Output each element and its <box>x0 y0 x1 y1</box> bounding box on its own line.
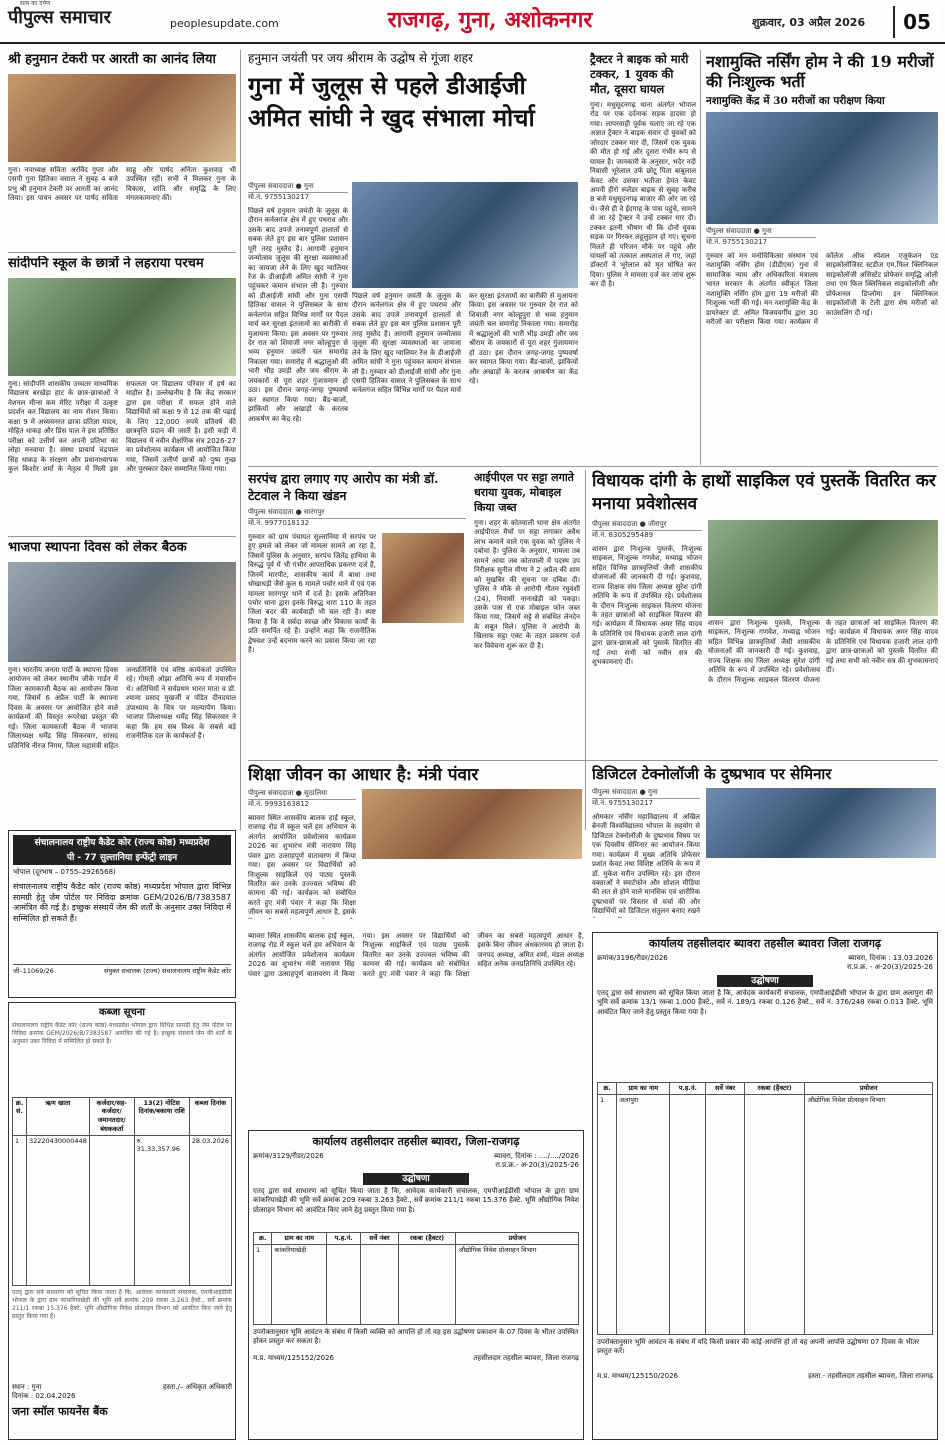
photo-minister <box>382 533 464 623</box>
signatory: हस्ता.- तहसीलदार तहसील ब्यावरा, जिला राजगढ़ <box>808 1371 933 1380</box>
cell <box>89 1135 134 1285</box>
story-text-cont: शासन द्वारा निःशुल्क पुस्तकें, निःशुल्क साइकल, निःशुल्क गणवेश, मध्याह्न भोजन सहित विभिन्न छात्रवृत्तियों जैसी शासकीय योजनाओं की जानकारी दी गई। कुशवाह, राज्य शिक्षक संघ जिला अध्यक्ष सुरेश दांगी अतिथि के रूप में उपस्थित रहे। प्रवेशोत्सव के दौरान निःशुल्क साइकल वितरण योजना के तहत छात्राओं को साइकिल वितरण की गई। कार्यक्रम में विधायक अमर सिंह यादव के प्रतिनिधि एवं विधायक हजारी लाल दांगी द्वारा छात्र-छात्राओं को पुस्तकें वितरित की गईं तथा सभी को नवीन सत्र की शुभकामनाएं दीं। <box>708 619 938 684</box>
col-header: प्रयोजन <box>456 1232 579 1244</box>
notice-date: ब्यावरा, दिनांक : 13.03.2026 <box>848 953 933 962</box>
story-tractor <box>590 52 696 462</box>
story-sandipani <box>8 256 236 534</box>
possession-table <box>12 1097 232 1286</box>
ad-code: जी–11069/26 <box>13 966 54 975</box>
col-header: 13(2) नोटिस दिनांक/बकाया राशि <box>134 1097 189 1135</box>
col-header: क्र. <box>254 1232 272 1244</box>
byline: पीपुल्स संवाददाता ● सुठालिया <box>248 789 356 800</box>
notice-heading: उद्घोषणा <box>717 975 813 987</box>
mobile: मो.नं. 9977018132 <box>248 519 310 528</box>
col-header: कर्जदार/सह-कर्जदार/जमानतदार/बंधककर्ता <box>89 1097 134 1135</box>
region-title: राजगढ़, गुना, अशोकनगर <box>387 7 593 33</box>
col-header: प.ह.नं. <box>670 1082 706 1094</box>
cell: अलापुरा <box>617 1094 670 1334</box>
mp-code: म.प्र. माध्यम/125152/2026 <box>253 1353 334 1362</box>
ad-address: पी - 77 सुल्तानिया इन्फेंट्री लाइन <box>13 851 231 865</box>
col-header: प.ह.नं. <box>327 1232 361 1244</box>
story-text: ओमकार नर्सिंग महाविद्यालय में अखिल ब्रेनजी विश्वविद्यालय भोपाल के सहयोग से डिजिटल टेक्नोलॉजी के दुष्प्रभाव विषय पर एक दिवसीय सेमिनार का आयोजन किया गया। कार्यक्रम में मुख्य अतिथि प्रोफेसर प्रशांत केवट तथा विशिष्ट अतिथि के रूप में डॉ. मुकेश सरीन उपस्थित रहे। इस दौरान वक्ताओं ने स्मार्टफोन और सोशल मीडिया की लत से होने वाले मानसिक एवं शारीरिक दुष्प्रभावों पर विस्तार से चर्चा की और विद्यार्थियों को डिजिटल संतुलन बनाए रखने <box>592 812 700 916</box>
case-number: क्रमांक/3129/रीडर/2026 <box>253 1151 324 1160</box>
story-bjp <box>8 540 236 826</box>
case-ref: रा.प्र.क्र. - अ-20(3)/2025-26 <box>847 963 933 972</box>
photo-seminar <box>706 788 936 858</box>
bank-name: जना स्मॉल फायनेंस बैंक <box>12 1405 108 1419</box>
headline: सरपंच द्वारा लगाए गए आरोप का मंत्री डॉ. टेटवाल ने किया खंडन <box>248 471 439 503</box>
cell: 28.03.2026 <box>189 1135 231 1285</box>
byline: पीपुल्स संवाददाता ● गुना <box>248 182 348 193</box>
cell: 1 <box>13 1135 27 1285</box>
cell <box>706 1094 745 1334</box>
notice-text: एतद् द्वारा सर्व साधारण को सूचित किया जाता है कि, आवेदक कार्यकारी संचालक, एमपीआईडीसी भोपाल के द्वारा ग्राम अलापुरा की भूमि सर्वे क्रमांक 13/1 रकबा 1.000 हैक्टे., सर्वे नं. 189/1 रकबा 0.126 हैक्टे., सर्वे नं. 376/248 रकबा 0.013 हैक्टे. भूमि आवंटित किए जाने हेतु प्रस्तुत किया गया है। <box>597 988 933 1016</box>
notice-legal-text: एतद् द्वारा सर्व साधारण को सूचित किया जाता है कि, आवेदक कार्यकारी संचालक, एमपीआईडीसी भोपाल के द्वारा ग्राम कांकरियाखेड़ी की भूमि सर्वे क्रमांक 209 रकबा 3.263 हैक्टे., सर्वे क्रमांक 211/1 रकबा 15.376 हैक्टे. भूमि औद्योगिक निवेश प्रोत्साहन विभाग को आवंटित किए जाने हेतु प्रस्तुत किया गया है। <box>12 1288 232 1320</box>
mobile: मो.नं. 9993163812 <box>248 800 310 809</box>
headline: शिक्षा जीवन का आधार है: मंत्री पंवार <box>248 765 479 785</box>
logo-tagline: सत्य का दर्पण <box>20 0 51 7</box>
story-ipl <box>474 470 580 760</box>
photo-aarti <box>8 74 236 162</box>
headline: श्री हनुमान टेकरी पर आरती का आनंद लिया <box>8 52 216 67</box>
story-shiksha <box>248 764 584 929</box>
notice-date: ब्यावरा, दिनांक : ..../..../2026 <box>494 1151 579 1160</box>
website-url: peoplesupdate.com <box>170 17 279 30</box>
land-table <box>597 1082 933 1335</box>
headline: विधायक दांगी के हाथों साइकिल एवं पुस्तकें वितरित कर मनाया प्रवेशोत्सव <box>592 471 936 514</box>
headline: डिजिटल टेक्नोलॉजी के दुष्प्रभाव पर सेमिनार <box>592 765 832 783</box>
col-header: कब्जा दिनांक <box>189 1097 231 1135</box>
headline: ट्रैक्टर ने बाइक को मारी टक्कर, 1 युवक की मौत, दूसरा घायल <box>590 52 689 96</box>
publication-date: शुक्रवार, 03 अप्रैल 2026 <box>752 16 866 29</box>
cell: रु. 31,33,357.96 <box>134 1135 189 1285</box>
cell <box>361 1244 398 1324</box>
notice-text: एतद् द्वारा सर्व साधारण को सूचित किया जाता है कि, आवेदक कार्यकारी संचालक, एमपीआईडीसी भोपाल के द्वारा ग्राम कांकरियाखेड़ी की भूमि सर्वे क्रमांक 209 रकबा 3.263 हैक्टे., सर्वे क्रमांक 211/1 रकबा 15.376 हैक्टे. भूमि औद्योगिक निवेश प्रोत्साहन विभाग को आवंटित किए जाने हेतु प्रस्तुत किया गया है। <box>253 1186 579 1214</box>
notice-title: कार्यालय तहसीलदार तहसील ब्यावरा, जिला-राजगढ़ <box>312 1135 520 1148</box>
photo-school-event <box>362 789 582 859</box>
story-text: पिछले वर्ष हनुमान जयंती के जुलूस के दौरान कर्नलगंज क्षेत्र में हुए पथराव और उसके बाद उपजे तनावपूर्ण हालातों से सबक लेते हुए इस बार पुलिस प्रशासन पूरी तरह मुस्तैद है। आगामी हनुमान जन्मोत्सव जुलूस की सुरक्षा व्यवस्थाओं का जायजा लेने के लिए खुद ग्वालियर रेंज के डीआईजी अमित सांघी ने गुना पहुंचकर कमान संभाल ली है। गुरुवार को डीआईजी सांघी और गुना एसपी हितिका वासल ने पुलिसबल के साथ कर्नलगंज सहित विभिन्न मार्गों पर पैदल मार्च कर सुरक्षा इंतजामों का बारीकी से मुआयना किया। इस अवसर पर गुरुवार देर रात को शिवाजी नगर कोल्हूपुरा से भव्य हनुमान जयंती चल समारोह निकाला गया। समारोह में श्रद्धालुओं की भारी भीड़ उमड़ी और जय श्रीराम के जयकारों से पूरा शहर गुंजायमान हो उठा। इस दौरान जगह-जगह पुष्पवर्षा कर स्वागत किया गया। बैंड-बाजों, झांकियों और अखाड़ों के करतब आकर्षण का केंद्र रहे। <box>248 206 348 423</box>
col-header: क्र. <box>598 1082 617 1094</box>
story-text: गुरुवार को ग्राम पंचायत सुल्तानिया में सरपंच पर हुए हमले को लेकर जो मामला सामने आ रहा है, जिसमें पुलिस के अनुसार, सरपंच जितेंद्र हाथिया के विरुद्ध पूर्व में भी गंभीर आपराधिक प्रकरण दर्ज हैं, जिनमें मारपीट, शासकीय कार्य में बाधा तथा धोखाधड़ी जैसे कुल 6 मामले पचोर थाने में एवं एक मामला सारंगपुर थाने में दर्ज है। इसके अतिरिक्त पचोर थाना द्वारा इनके विरुद्ध धारा 110 के तहत जिला बदर की कार्यवाही भी चल रही है। स्पष्ट किया है कि वे सर्वदा स्वच्छ और विकास कार्यों के प्रति समर्पित रहे हैं। उन्होंने कहा कि राजनीतिक द्वेषवश उन्हें बदनाम करने का प्रयास किया जा रहा है। <box>248 532 376 655</box>
story-text: ब्यावरा स्थित शासकीय बालक हाई स्कूल, राजगढ़ रोड में स्कूल चलें हम अभियान के अंतर्गत आयोजित प्रवेशोत्सव कार्यक्रम 2026 का शुभारंभ मंत्री नारायण सिंह पंवार द्वारा उत्साहपूर्ण वातावरण में किया गया। इस अवसर पर विद्यार्थियों को निःशुल्क साइकिलें एवं पाठ्य पुस्तकें वितरित कर उनके उज्ज्वल भविष्य की कामना की गई। कार्यक्रम को संबोधित करते हुए मंत्री पंवार ने कहा कि शिक्षा जीवन का सबसे महत्वपूर्ण आधार है, इसके <box>248 813 356 917</box>
kicker: हनुमान जयंती पर जय श्रीराम के उद्घोष से गूंजा शहर <box>248 51 473 65</box>
photo-cycle-distribution <box>708 520 938 616</box>
notice-footer: उपरोक्तानुसार भूमि आवंटन के संबंध में किसी व्यक्ति को आपत्ति हो तो वह इस उद्घोषणा प्रकाशन के 07 दिवस के भीतर उपस्थित होकर प्रस्तुत कर सकता है। <box>253 1327 579 1346</box>
col-header: रकबा (हैक्टर) <box>398 1232 456 1244</box>
photo-procession <box>352 182 578 288</box>
ad-tehsil-notice-right <box>592 932 938 1440</box>
notice-signatory: हस्ता./– अधिकृत अधिकारी <box>163 1382 232 1391</box>
story-cycle <box>592 470 938 760</box>
signatory: तहसीलदार तहसील ब्यावरा, जिला राजगढ़ <box>473 1353 579 1362</box>
subhead: नशामुक्ति केंद्र में 30 मरीजों का परीक्षण किया <box>706 95 885 107</box>
masthead <box>0 0 945 44</box>
story-text-cont: ब्यावरा स्थित शासकीय बालक हाई स्कूल, राजगढ़ रोड में स्कूल चलें हम अभियान के अंतर्गत आयोजित प्रवेशोत्सव कार्यक्रम 2026 का शुभारंभ मंत्री नारायण सिंह पंवार द्वारा उत्साहपूर्ण वातावरण में किया गया। इस अवसर पर विद्यार्थियों को निःशुल्क साइकिलें एवं पाठ्य पुस्तकें वितरित कर उनके उज्ज्वल भविष्य की कामना की गई। कार्यक्रम को संबोधित करते हुए मंत्री पंवार ने कहा कि शिक्षा जीवन का सबसे महत्वपूर्ण आधार है, इसके बिना जीवन अंधकारमय हो जाता है। जनपद अध्यक्ष, अमित शर्मा, मंडल अध्यक्ष सहित अनेक जनप्रतिनिधि उपस्थित रहे। <box>248 932 584 978</box>
ad-phone: भोपाल (दूरभाष – 0755–2926568) <box>13 868 116 877</box>
cell: 1 <box>254 1244 272 1324</box>
story-shiksha-cont <box>248 932 584 1126</box>
mobile: मो.नं. 9755130217 <box>592 799 654 808</box>
notice-title: कार्यालय तहसीलदार ब्यावरा तहसील ब्यावरा जिला राजगढ़ <box>648 937 882 950</box>
cell <box>398 1244 456 1324</box>
cell: कांकरियाखेड़ी <box>272 1244 327 1324</box>
case-number: क्रमांक/3196/रीडर/2026 <box>597 953 668 962</box>
col-header: प्रयोजन <box>805 1082 933 1094</box>
story-text: गुना। नपाध्यक्ष सविता अरविंद गुप्ता और एसपी गुना हितिका वसाल ने सुबह 4 बजे प्रभु श्री हनुमान टेकरी पर आरती का आनंद लिया। इस पावन अवसर पर पार्षद सविता साहू और पार्षद अनिता कुशवाह भी उपस्थित रहीं। सभी ने मिलकर गुना के विकास, शांति और समृद्धि के लिए मंगलकामनाएं कीं। <box>8 166 236 203</box>
story-digital <box>592 764 938 929</box>
story-text: गुना। मधुसूदनगढ़ थाना अंतर्गत भोपाल रोड पर एक दर्दनाक सड़क हादसा हो गया। लापरवाही पूर्वक चलाए जा रहे एक अज्ञात ट्रैक्टर ने बाइक सवार दो युवकों को जोरदार टक्कर मार दी, जिसमें एक युवक की मौत हो गई और दूसरा गंभीर रूप से घायल है। जानकारी के अनुसार, भदेर नदी निवासी भूरेलाल उर्फ छोटू पिता बाबूलाल केवट और उसका भतीजा हेमंत केवट अपनी हीरो स्प्लेंडर बाइक से सुबह करीब 8 बजे मधुसूदनगढ़ बाजार की ओर जा रहे थे। जैसे ही वे ईदगाह के पास पहुंचे, सामने से आ रहे ट्रैक्टर ने उन्हें टक्कर मार दी। टक्कर इतनी भीषण थी कि दोनों युवक सड़क पर गिरकर लहूलुहान हो गए। सूचना मिलते ही परिजन मौके पर पहुंचे और घायलों को तत्काल अस्पताल ले गए, जहां डॉक्टरों ने भूरेलाल को मृत घोषित कर दिया। पुलिस ने मामला दर्ज कर जांच शुरू कर दी है। <box>590 101 696 289</box>
notice-title: कब्जा सूचना <box>98 1007 145 1018</box>
col-header: क्र. सं. <box>13 1097 27 1135</box>
col-header: सर्वे नंबर <box>706 1082 745 1094</box>
headline: नशामुक्ति नर्सिंग होम ने की 19 मरीजों की निःशुल्क भर्ती <box>706 52 934 91</box>
photo-students <box>8 278 236 376</box>
headline: गुना में जुलूस से पहले डीआईजी अमित सांघी ने खुद संभाला मोर्चा <box>248 71 535 132</box>
cell <box>745 1094 805 1334</box>
photo-meeting <box>8 562 236 662</box>
ad-text: संचालनालय राष्ट्रीय कैडेट कोर (राज्य कोष्ठ) मध्यप्रदेश भोपाल द्वारा विभिन्न सामग्री हेतु जेम पोर्टल पर निविदा क्रमांक GEM/2026/B/7383587 आमंत्रित की गई है। इच्छुक संस्थायें जेम की शर्तों के अनुसार उक्त निविदा में सम्मिलित हो सकते हैं। <box>13 881 231 924</box>
ad-ncc-tender <box>8 830 236 998</box>
case-ref: रा.प्र.क्र.- अ-20(3)/2025-26 <box>495 1161 579 1170</box>
ad-title: संचालनालय राष्ट्रीय कैडेट कोर (राज्य कोष्ठ) मध्यप्रदेश <box>13 835 231 851</box>
newspaper-logo: पीपुल्स समाचार <box>8 7 111 28</box>
cell: औद्योगिक निवेश प्रोत्साहन विभाग <box>456 1244 579 1324</box>
cell: 1 <box>598 1094 617 1334</box>
cell: औद्योगिक निवेश प्रोत्साहन विभाग <box>805 1094 933 1334</box>
land-table <box>253 1232 579 1325</box>
ad-signatory: संयुक्त संचालक (राज्य) संचालनालय राष्ट्रीय कैडेट कोर <box>103 966 231 975</box>
page-number: 05 <box>893 6 939 38</box>
notice-heading: उद्घोषणा <box>363 1173 469 1185</box>
notice-place: स्थान : गुना <box>12 1382 42 1391</box>
col-header: ग्राम का नाम <box>617 1082 670 1094</box>
story-nasha <box>706 52 938 464</box>
story-sarpanch <box>248 470 466 760</box>
col-header: सर्वे नंबर <box>361 1232 398 1244</box>
headline: सांदीपनि स्कूल के छात्रों ने लहराया परचम <box>8 256 204 271</box>
byline: पीपुल्स संवाददाता ● गुना <box>706 227 816 238</box>
story-text: गुना। भारतीय जनता पार्टी के स्थापना दिवस आयोजन को लेकर स्थानीय जीके गार्डन में जिला कामकाजी बैठक का आयोजन किया गया, जिसमें 6 अप्रैल पार्टी के स्थापना दिवस के अवसर पर आयोजित होने वाले कार्यक्रमों की विस्तृत रूपरेखा प्रस्तुत की गई। जिला कामकाजी बैठक में भाजपा जिलाध्यक्ष धर्मेंद्र सिंह सिकरवार, सांसद प्रतिनिधि नीरज निगम, जिला महामंत्री सहित जनप्रतिनिधि एवं वरिष्ठ कार्यकर्ता उपस्थित रहे। गोमती ओझा अतिथि रूप में मंचासीन थे। अतिथियों ने सर्वप्रथम भारत माता व डॉ. श्यामा प्रसाद मुखर्जी व पंडित दीनदयाल उपाध्याय के चित्र पर माल्यार्पण किया। भाजपा जिलाध्यक्ष धर्मेंद्र सिंह सिकरवार ने कहा कि हम सब विश्व के सबसे बड़े राजनीतिक दल के कार्यकर्ता हैं। <box>8 666 236 750</box>
headline: भाजपा स्थापना दिवस को लेकर बैठक <box>8 540 187 555</box>
ad-possession-notice <box>8 1002 236 1440</box>
mp-code: म.प्र. माध्यम/125150/2026 <box>597 1371 678 1380</box>
story-text: गुना। सांदीपनि शासकीय उच्चतर माध्यमिक विद्यालय बरखेड़ा हाट के छात्र-छात्राओं ने नेशनल मीन्स कम मेरिट परीक्षा में उत्कृष्ट प्रदर्शन कर विद्यालय का नाम रोशन किया। कक्षा 9 में अध्ययनरत छात्रा प्रतिज्ञा यादव, मोहित धाकड़ और प्रिंस पाल ने इस प्रतिष्ठित परीक्षा को उत्तीर्ण कर अपनी प्रतिभा का लोहा मनवाया है। संस्था प्राचार्य चंद्रपाल सिंह धाकड़ के संरक्षण और प्रधानाध्यापक कुल किशोर शर्मा के नेतृत्व में मिली इस सफलता पर विद्यालय परिवार में हर्ष का माहौल है। उल्लेखनीय है कि केंद्र सरकार द्वारा इस परीक्षा में सफल होने वाले विद्यार्थियों को कक्षा 9 से 12 तक की पढ़ाई के लिए 12,000 रुपये प्रतिवर्ष की छात्रवृत्ति प्रदान की जाती है। इसी कड़ी में विद्यालय में नवीन शैक्षणिक सत्र 2026-27 का प्रवेशोत्सव कार्यक्रम भी आयोजित किया गया, जिसमें उत्तीर्ण छात्रों को पुष्प गुच्छ और पुरस्कार देकर सम्मानित किया गया। <box>8 380 236 473</box>
byline: पीपुल्स संवाददाता ● सारंगपुर <box>248 508 466 519</box>
col-header: ऋण खाता <box>26 1097 89 1135</box>
story-hanuman-tekri <box>8 52 236 290</box>
cell: 32220430000448 <box>26 1135 89 1285</box>
ad-tehsil-notice-left <box>248 1130 584 1440</box>
story-jhulus-col1 <box>248 182 348 500</box>
cell <box>327 1244 361 1324</box>
story-text: गुरुवार को मन मनोचिकित्सा संस्थान एवं नशामुक्ति नर्सिंग होम (डीडीएस) गुना में सामाजिक न्याय और अधिकारिता मंत्रालय भारत सरकार के अंतर्गत स्वीकृत जिला नशामुक्ति नर्सिंग होम द्वारा 19 मरीजों की निःशुल्क भर्ती की गई। मन नशामुक्ति केंद्र के डायरेक्टर डॉ. अमित विजयवर्गीय द्वारा 30 मरीजों का परीक्षण किया गया। कार्यक्रम में कॉलेज ऑफ स्पेशल एजुकेशन एंड साइकोलॉजिस्ट स्टडीज एम.फिल क्लिनिकल साइकोलॉजी असिस्टेंट प्रोफेसर समृद्धि ओली तथा एम फिल क्लिनिकल साइकोलॉजी और प्रोफेशनल डिप्लोमा इन क्लिनिकल साइकोलॉजी के टेली द्वारा शेष मरीजों को काउंसलिंग दी गई। <box>706 251 938 326</box>
notice-date: दिनांक : 02.04.2026 <box>12 1392 76 1400</box>
mobile: मो.नं. 9755130217 <box>248 193 310 202</box>
byline: पीपुल्स संवाददाता ● जीरापुर <box>592 520 702 531</box>
mobile: मो.नं. 8305295489 <box>592 531 654 540</box>
col-header: ग्राम का नाम <box>272 1232 327 1244</box>
story-text: गुना। शहर के कोतवाली थाना क्षेत्र अंतर्गत आईपीएल मैचों पर सट्टा लगाकर अवैध लाभ कमाने वाले एक युवक को पुलिस ने दबोचा है। पुलिस के अनुसार, मामला तब सामने आया जब कोतवाली में पदस्थ उप निरीक्षक सुनील मीणा ने 2 अप्रैल की शाम को मुखबिर की सूचना पर दबिश दी। पुलिस ने मौके से आरोपी गौतम रघुवंशी (24), निवासी नानाखेड़ी को पकड़ा। उसके पास से एक मोबाइल फोन जब्त किया गया, जिसमें सट्टे से संबंधित लेनदेन के सबूत मिले। पुलिस ने आरोपी के खिलाफ सट्टा एक्ट के तहत प्रकरण दर्ज कर विवेचना शुरू कर दी है। <box>474 519 580 650</box>
headline: आईपीएल पर सट्टा लगाते धराया युवक, मोबाइल किया जब्त <box>474 471 574 514</box>
story-jhulus-header <box>248 50 578 176</box>
cell <box>670 1094 706 1334</box>
col-header: रकबा (हैक्टर) <box>745 1082 805 1094</box>
photo-nursing-home <box>706 112 938 224</box>
notice-text: संचालनालय राष्ट्रीय कैडेट कोर (राज्य कोष्ठ) मध्यप्रदेश भोपाल द्वारा विभिन्न सामग्री हेतु जेम पोर्टल पर निविदा क्रमांक GEM/2026/B/7383587 आमंत्रित की गई है। इच्छुक संस्थायें जेम की शर्तों के अनुसार उक्त निविदा में सम्मिलित हो सकते हैं। <box>12 1021 232 1045</box>
notice-footer: उपरोक्तानुसार भूमि आवंटन के संबंध में यदि किसी प्रकार की कोई आपत्ति हो तो वह अपनी आपत्ति उद्घोषणा 07 दिवस के भीतर प्रस्तुत करें। <box>597 1337 920 1356</box>
mobile: मो.नं. 9755130217 <box>706 238 768 247</box>
byline: पीपुल्स संवाददाता ● गुना <box>592 788 700 799</box>
story-text: शासन द्वारा निःशुल्क पुस्तकें, निःशुल्क साइकल, निःशुल्क गणवेश, मध्याह्न भोजन सहित विभिन्न छात्रवृत्तियों जैसी शासकीय योजनाओं की जानकारी दी गई। कुशवाह, राज्य शिक्षक संघ जिला अध्यक्ष सुरेश दांगी अतिथि के रूप में उपस्थित रहे। प्रवेशोत्सव के दौरान निःशुल्क साइकल वितरण योजना के तहत छात्राओं को साइकिल वितरण की गई। कार्यक्रम में विधायक अमर सिंह यादव के प्रतिनिधि एवं विधायक हजारी लाल दांगी द्वारा छात्र-छात्राओं को पुस्तकें वितरित की गईं तथा सभी को नवीन सत्र की शुभकामनाएं दीं। <box>592 544 702 667</box>
story-jhulus-text-cont: पिछले वर्ष हनुमान जयंती के जुलूस के दौरान कर्नलगंज क्षेत्र में हुए पथराव और उसके बाद उपजे तनावपूर्ण हालातों से सबक लेते हुए इस बार पुलिस प्रशासन पूरी तरह मुस्तैद है। आगामी हनुमान जन्मोत्सव जुलूस की सुरक्षा व्यवस्थाओं का जायजा लेने के लिए खुद ग्वालियर रेंज के डीआईजी अमित सांघी ने गुना पहुंचकर कमान संभाल ली है। गुरुवार को डीआईजी सांघी और गुना एसपी हितिका वासल ने पुलिसबल के साथ कर्नलगंज सहित विभिन्न मार्गों पर पैदल मार्च कर सुरक्षा इंतजामों का बारीकी से मुआयना किया। इस अवसर पर गुरुवार देर रात को शिवाजी नगर कोल्हूपुरा से भव्य हनुमान जयंती चल समारोह निकाला गया। समारोह में श्रद्धालुओं की भारी भीड़ उमड़ी और जय श्रीराम के जयकारों से पूरा शहर गुंजायमान हो उठा। इस दौरान जगह-जगह पुष्पवर्षा कर स्वागत किया गया। बैंड-बाजों, झांकियों और अखाड़ों के करतब आकर्षण का केंद्र रहे। <box>352 292 578 395</box>
